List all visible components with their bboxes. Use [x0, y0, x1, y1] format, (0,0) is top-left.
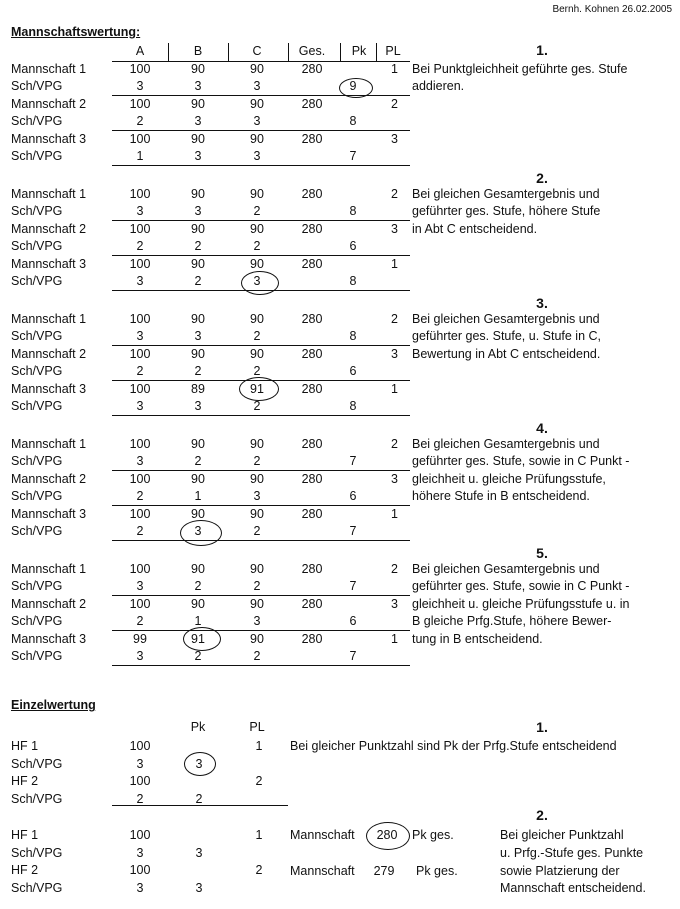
cell-b: 90 [191, 131, 205, 146]
cell-c: 2 [253, 239, 261, 254]
cell-a: 100 [129, 506, 151, 521]
scenario-text: addieren. [412, 79, 465, 94]
cell-b: 89 [191, 381, 205, 396]
case2-mid-value-1: 280 [376, 828, 398, 842]
row-label: Mannschaft 2 [11, 346, 87, 361]
case2-mid-label-1: Mannschaft [290, 828, 355, 842]
scenario-text: gleichheit u. gleiche Prüfungsstufe u. in [412, 596, 630, 611]
cell-c: 2 [253, 329, 261, 344]
cell-a: 2 [136, 489, 144, 504]
cell-a: 2 [136, 239, 144, 254]
cell-c: 2 [253, 364, 261, 379]
cell-pl: 2 [391, 96, 398, 111]
row-label: Sch/VPG [11, 649, 63, 663]
group-rule [112, 665, 410, 666]
ind-row-label: Sch/VPG [11, 791, 63, 806]
ind-score: 100 [129, 828, 151, 842]
scenario-number: 5. [536, 545, 548, 561]
group-rule [112, 415, 410, 416]
row-label: Mannschaft 1 [11, 187, 87, 201]
cell-pl: 2 [391, 312, 398, 326]
cell-c: 90 [250, 256, 264, 271]
cell-ges: 280 [301, 631, 323, 646]
scenario-text: in Abt C entscheidend. [412, 221, 538, 236]
cell-c: 3 [253, 114, 261, 129]
ind-pk: 3 [195, 756, 203, 771]
scenario-number: 2. [536, 170, 548, 186]
cell-c: 90 [250, 471, 264, 486]
col-header-b: B [193, 44, 203, 58]
cell-ges: 280 [301, 346, 323, 361]
ind-score: 3 [136, 845, 144, 860]
cell-b: 3 [194, 524, 202, 538]
case2-text-line: Bei gleicher Punktzahl [500, 828, 624, 842]
cell-pk: 8 [349, 399, 357, 413]
row-label: Mannschaft 3 [11, 506, 87, 521]
cell-c: 2 [253, 454, 261, 469]
author-date: Bernh. Kohnen 26.02.2005 [552, 4, 672, 15]
ind-header-pk: Pk [190, 720, 206, 734]
cell-pk: 7 [349, 579, 357, 594]
row-label: Sch/VPG [11, 204, 63, 219]
scenario-text: tung in B entscheidend. [412, 631, 543, 646]
row-label: Sch/VPG [11, 364, 63, 379]
cell-ges: 280 [301, 596, 323, 611]
cell-pl: 3 [391, 346, 398, 361]
cell-c: 90 [250, 187, 264, 201]
cell-a: 100 [129, 131, 151, 146]
cell-c: 90 [250, 131, 264, 146]
ind-score: 2 [136, 791, 144, 806]
highlight-oval [339, 78, 373, 98]
scenario-number: 1. [536, 42, 548, 58]
cell-c: 90 [250, 346, 264, 361]
row-label: Mannschaft 3 [11, 256, 87, 271]
cell-b: 2 [194, 274, 202, 288]
cell-b: 3 [194, 79, 202, 94]
cell-b: 90 [191, 62, 205, 76]
scenario-number: 4. [536, 420, 548, 436]
ind-score: 100 [129, 739, 151, 753]
row-label: Sch/VPG [11, 579, 63, 594]
cell-c: 3 [253, 489, 261, 504]
ind-header-pl: PL [249, 720, 265, 734]
cell-c: 90 [250, 96, 264, 111]
header-divider [288, 43, 289, 61]
cell-b: 90 [191, 256, 205, 271]
cell-b: 2 [194, 239, 202, 254]
case2-number: 2. [536, 807, 548, 823]
cell-a: 100 [129, 562, 151, 576]
highlight-oval [239, 377, 279, 401]
cell-b: 90 [191, 471, 205, 486]
cell-b: 2 [194, 649, 202, 663]
cell-c: 90 [250, 506, 264, 521]
cell-pk: 6 [349, 489, 357, 504]
cell-a: 99 [133, 631, 147, 646]
cell-pl: 3 [391, 221, 398, 236]
cell-c: 2 [253, 204, 261, 219]
cell-a: 100 [129, 96, 151, 111]
cell-b: 2 [194, 364, 202, 379]
scenario-text: geführter ges. Stufe, sowie in C Punkt - [412, 579, 630, 594]
cell-ges: 280 [301, 221, 323, 236]
case1-text: Bei gleicher Punktzahl sind Pk der Prfg.Stufe entscheidend [290, 739, 617, 753]
scenario-text: Bei gleichen Gesamtergebnis und [412, 187, 600, 201]
cell-c: 2 [253, 579, 261, 594]
team-title: Mannschaftswertung: [11, 25, 141, 39]
row-label: Sch/VPG [11, 274, 63, 288]
cell-c: 2 [253, 524, 261, 538]
ind-pk: 2 [195, 791, 203, 806]
scenario-text: Bei gleichen Gesamtergebnis und [412, 312, 600, 326]
cell-pl: 1 [391, 381, 398, 396]
cell-a: 100 [129, 256, 151, 271]
case2-text-line: sowie Platzierung der [500, 864, 620, 878]
cell-pk: 9 [349, 79, 357, 94]
row-label: Mannschaft 1 [11, 312, 87, 326]
case2-mid-value-2: 279 [373, 864, 395, 878]
cell-ges: 280 [301, 62, 323, 76]
cell-c: 3 [253, 614, 261, 629]
cell-b: 2 [194, 454, 202, 469]
scenario-text: B gleiche Prfg.Stufe, höhere Bewer- [412, 614, 612, 629]
row-label: Sch/VPG [11, 149, 63, 163]
cell-pl: 1 [391, 62, 398, 76]
scenario-text: geführter ges. Stufe, höhere Stufe [412, 204, 601, 219]
cell-pk: 7 [349, 149, 357, 163]
cell-pl: 2 [391, 187, 398, 201]
cell-b: 91 [191, 631, 205, 646]
scenario-text: geführter ges. Stufe, u. Stufe in C, [412, 329, 601, 344]
ind-row-label: HF 1 [11, 739, 39, 753]
ind-pl: 2 [255, 863, 263, 877]
row-label: Sch/VPG [11, 79, 63, 94]
cell-b: 90 [191, 596, 205, 611]
case2-text-line: Mannschaft entscheidend. [500, 881, 646, 895]
cell-a: 100 [129, 62, 151, 76]
cell-b: 2 [194, 579, 202, 594]
ind-pk: 3 [195, 845, 203, 860]
header-divider [376, 43, 377, 61]
case2-mid-suffix-2: Pk ges. [416, 864, 458, 878]
cell-c: 2 [253, 399, 261, 413]
row-label: Mannschaft 2 [11, 96, 87, 111]
cell-pk: 8 [349, 204, 357, 219]
col-header-pk: Pk [351, 44, 367, 58]
cell-pk: 6 [349, 239, 357, 254]
cell-b: 3 [194, 399, 202, 413]
cell-c: 2 [253, 649, 261, 663]
cell-c: 3 [253, 149, 261, 163]
cell-b: 3 [194, 149, 202, 163]
cell-pl: 3 [391, 131, 398, 146]
scenario-text: Bei gleichen Gesamtergebnis und [412, 562, 600, 576]
cell-a: 3 [136, 79, 144, 94]
scenario-text: Bei Punktgleichheit geführte ges. Stufe [412, 62, 628, 76]
cell-ges: 280 [301, 471, 323, 486]
cell-pl: 1 [391, 631, 398, 646]
header-divider [228, 43, 229, 61]
ind-pk: 3 [195, 880, 203, 895]
cell-a: 3 [136, 204, 144, 219]
cell-ges: 280 [301, 312, 323, 326]
cell-b: 90 [191, 187, 205, 201]
cell-a: 2 [136, 614, 144, 629]
cell-ges: 280 [301, 437, 323, 451]
cell-ges: 280 [301, 131, 323, 146]
scenario-text: gleichheit u. gleiche Prüfungsstufe, [412, 471, 606, 486]
case1-number: 1. [536, 719, 548, 735]
ind-row-label: HF 2 [11, 774, 39, 788]
row-label: Sch/VPG [11, 329, 63, 344]
case2-mid-label-2: Mannschaft [290, 864, 355, 878]
row-label: Mannschaft 2 [11, 471, 87, 486]
col-header-ges: Ges. [298, 44, 326, 58]
ind-row-label: Sch/VPG [11, 880, 63, 895]
row-label: Mannschaft 1 [11, 62, 87, 76]
cell-c: 90 [250, 596, 264, 611]
cell-pl: 3 [391, 471, 398, 486]
cell-pk: 6 [349, 364, 357, 379]
case2-mid-suffix-1: Pk ges. [412, 828, 454, 842]
case2-text-line: u. Prfg.-Stufe ges. Punkte [500, 846, 644, 860]
cell-c: 90 [250, 631, 264, 646]
cell-c: 3 [253, 79, 261, 94]
scenario-text: höhere Stufe in B entscheidend. [412, 489, 590, 504]
ind-score: 3 [136, 880, 144, 895]
ind-row-label: HF 2 [11, 863, 39, 877]
row-label: Sch/VPG [11, 489, 63, 504]
row-label: Sch/VPG [11, 614, 63, 629]
cell-b: 1 [194, 489, 202, 504]
cell-ges: 280 [301, 562, 323, 576]
cell-b: 3 [194, 114, 202, 129]
cell-c: 91 [250, 381, 264, 396]
cell-a: 100 [129, 381, 151, 396]
highlight-oval [241, 271, 279, 295]
cell-a: 100 [129, 221, 151, 236]
group-rule [112, 540, 410, 541]
cell-c: 3 [253, 274, 261, 288]
cell-a: 100 [129, 312, 151, 326]
highlight-oval [366, 822, 410, 850]
cell-pk: 6 [349, 614, 357, 629]
cell-b: 3 [194, 204, 202, 219]
cell-c: 90 [250, 437, 264, 451]
cell-b: 90 [191, 96, 205, 111]
cell-a: 100 [129, 187, 151, 201]
row-label: Mannschaft 2 [11, 221, 87, 236]
cell-a: 3 [136, 649, 144, 663]
cell-ges: 280 [301, 381, 323, 396]
cell-pk: 7 [349, 524, 357, 538]
row-label: Sch/VPG [11, 524, 63, 538]
cell-pk: 7 [349, 454, 357, 469]
cell-a: 3 [136, 399, 144, 413]
cell-ges: 280 [301, 256, 323, 271]
cell-ges: 280 [301, 506, 323, 521]
row-label: Sch/VPG [11, 239, 63, 254]
cell-ges: 280 [301, 187, 323, 201]
cell-b: 90 [191, 437, 205, 451]
cell-b: 3 [194, 329, 202, 344]
cell-a: 3 [136, 274, 144, 288]
cell-a: 3 [136, 579, 144, 594]
row-label: Mannschaft 3 [11, 131, 87, 146]
ind-pl: 2 [255, 774, 263, 788]
cell-b: 90 [191, 221, 205, 236]
cell-pk: 7 [349, 649, 357, 663]
cell-a: 3 [136, 454, 144, 469]
cell-a: 100 [129, 471, 151, 486]
cell-a: 3 [136, 329, 144, 344]
cell-pl: 3 [391, 596, 398, 611]
ind-row-label: Sch/VPG [11, 845, 63, 860]
highlight-oval [184, 752, 216, 776]
cell-b: 90 [191, 506, 205, 521]
row-label: Sch/VPG [11, 399, 63, 413]
cell-b: 1 [194, 614, 202, 629]
cell-pl: 2 [391, 437, 398, 451]
row-label: Mannschaft 3 [11, 631, 87, 646]
ind-pl: 1 [255, 739, 263, 753]
header-divider [168, 43, 169, 61]
cell-pl: 2 [391, 562, 398, 576]
row-label: Mannschaft 1 [11, 562, 87, 576]
cell-a: 2 [136, 364, 144, 379]
ind-score: 100 [129, 863, 151, 877]
cell-pk: 8 [349, 114, 357, 129]
cell-pl: 1 [391, 506, 398, 521]
cell-b: 90 [191, 346, 205, 361]
ind-row-label: Sch/VPG [11, 756, 63, 771]
highlight-oval [180, 520, 222, 546]
cell-pk: 8 [349, 274, 357, 288]
scenario-text: geführter ges. Stufe, sowie in C Punkt - [412, 454, 630, 469]
row-label: Mannschaft 1 [11, 437, 87, 451]
cell-a: 2 [136, 114, 144, 129]
group-rule [112, 165, 410, 166]
cell-a: 2 [136, 524, 144, 538]
individual-title: Einzelwertung [11, 698, 96, 712]
scenario-number: 3. [536, 295, 548, 311]
ind-pl: 1 [255, 828, 263, 842]
col-header-a: A [135, 44, 145, 58]
ind-score: 3 [136, 756, 144, 771]
header-divider [340, 43, 341, 61]
cell-pk: 8 [349, 329, 357, 344]
scenario-text: Bewertung in Abt C entscheidend. [412, 346, 601, 361]
col-header-pl: PL [385, 44, 401, 58]
cell-c: 90 [250, 62, 264, 76]
cell-pl: 1 [391, 256, 398, 271]
cell-b: 90 [191, 562, 205, 576]
cell-b: 90 [191, 312, 205, 326]
col-header-c: C [252, 44, 262, 58]
cell-c: 90 [250, 221, 264, 236]
highlight-oval [183, 627, 221, 651]
cell-a: 100 [129, 346, 151, 361]
row-label: Sch/VPG [11, 454, 63, 469]
row-label: Sch/VPG [11, 114, 63, 129]
row-label: Mannschaft 2 [11, 596, 87, 611]
scenario-text: Bei gleichen Gesamtergebnis und [412, 437, 600, 451]
cell-c: 90 [250, 562, 264, 576]
cell-a: 100 [129, 596, 151, 611]
cell-a: 100 [129, 437, 151, 451]
ind-row-label: HF 1 [11, 828, 39, 842]
cell-c: 90 [250, 312, 264, 326]
ind-score: 100 [129, 774, 151, 788]
cell-a: 1 [136, 149, 144, 163]
cell-ges: 280 [301, 96, 323, 111]
row-label: Mannschaft 3 [11, 381, 87, 396]
